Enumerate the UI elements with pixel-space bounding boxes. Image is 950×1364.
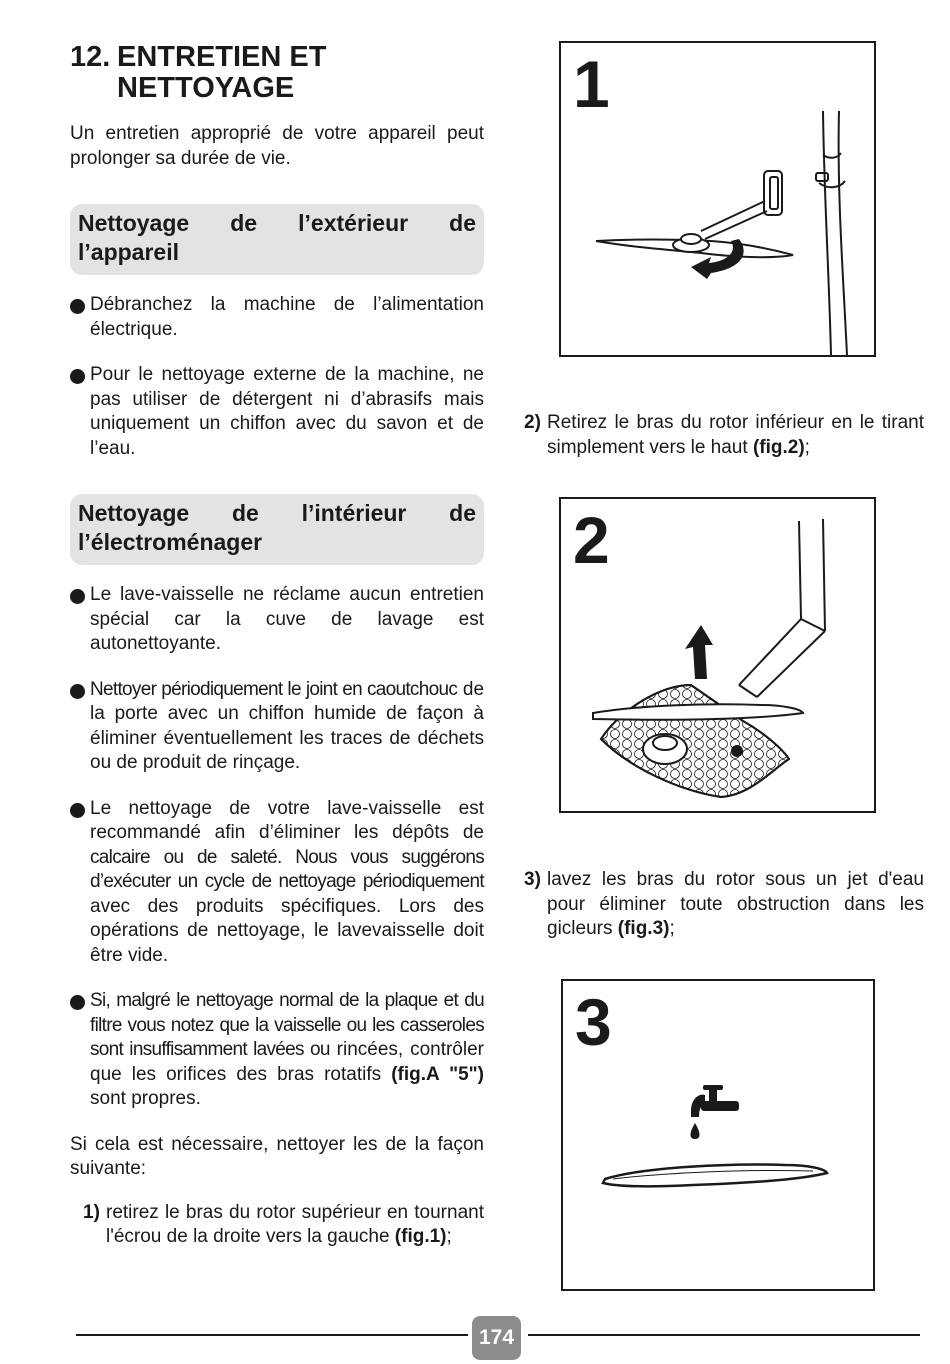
interior-bullets [70, 583, 484, 1112]
water-tap-illustration [563, 981, 873, 1289]
list-item: Débranchez la machine de l’alimentation électrique. [70, 293, 484, 342]
figure-1 [559, 41, 876, 357]
figure-3 [561, 979, 875, 1291]
section-number: 12. [70, 41, 111, 73]
list-item: Le nettoyage de votre lave-vaisselle est recommandé afin d’éliminer les dépôts de calcaire ou de saleté. Nous vous suggérons d’exécuter un cycle de nettoyage périodiquement avec des produits spécifiques. Lors des opérations de nettoyage, le lavevaisselle doit être vide. [70, 797, 484, 969]
figure-label: 2 [573, 503, 610, 577]
bullet-icon [70, 684, 85, 699]
section-heading-interior: Nettoyage de l’intérieur de l’électroménager [70, 494, 484, 565]
intro-text: Un entretien approprié de votre appareil peut prolonger sa durée de vie. [70, 123, 484, 169]
footer-rule-right [528, 1334, 920, 1336]
bullet-icon [70, 299, 85, 314]
list-item: Le lave-vaisselle ne réclame aucun entretien spécial car la cuve de lavage est autonettoyante. [70, 583, 484, 657]
step-2: 2) Retirez le bras du rotor inférieur en le tirant simplement vers le haut (fig.2); [524, 411, 924, 460]
step-number: 2) [524, 412, 541, 433]
bullet-icon [70, 369, 85, 384]
list-item: Nettoyer périodiquement le joint en caoutchouc de la porte avec un chiffon humide de façon à éliminer éventuellement les traces de déchets ou de produit de rinçage. [70, 678, 484, 776]
lower-rotor-arm-illustration [561, 499, 874, 811]
figure-label: 3 [575, 985, 612, 1059]
page-number: 174 [472, 1316, 521, 1360]
bullet-icon [70, 803, 85, 818]
section-title: ENTRETIEN ET NETTOYAGE [117, 41, 327, 104]
bullet-icon [70, 589, 85, 604]
list-item: Si, malgré le nettoyage normal de la plaque et du filtre vous notez que la vaisselle ou les casseroles sont insuffisamment lavées ou rincées, contrôler que les orifices des bras rotatifs (fig.A "5") sont propres. [70, 989, 484, 1112]
procedure-intro: Si cela est nécessaire, nettoyer les de la façon suivante: [70, 1133, 484, 1179]
figure-label: 1 [573, 47, 610, 121]
step-number: 3) [524, 869, 541, 890]
list-item: Pour le nettoyage externe de la machine, ne pas utiliser de détergent ni d’abrasifs mais uniquement un chiffon avec du savon et de l’eau. [70, 363, 484, 461]
page-title [70, 42, 484, 104]
figure-2 [559, 497, 876, 813]
left-column [70, 40, 484, 1250]
section-heading-exterior: Nettoyage de l’extérieur de l’appareil [70, 204, 484, 275]
footer-rule-left [76, 1334, 468, 1336]
upper-rotor-arm-illustration [561, 43, 874, 355]
bullet-icon [70, 995, 85, 1010]
step-1: 1) retirez le bras du rotor supérieur en tournant l'écrou de la droite vers la gauche (fig.1); [83, 1201, 484, 1250]
step-number: 1) [83, 1201, 100, 1223]
step-3: 3) lavez les bras du rotor sous un jet d'eau pour éliminer toute obstruction dans les gicleurs (fig.3); [524, 868, 924, 942]
exterior-bullets [70, 293, 484, 461]
